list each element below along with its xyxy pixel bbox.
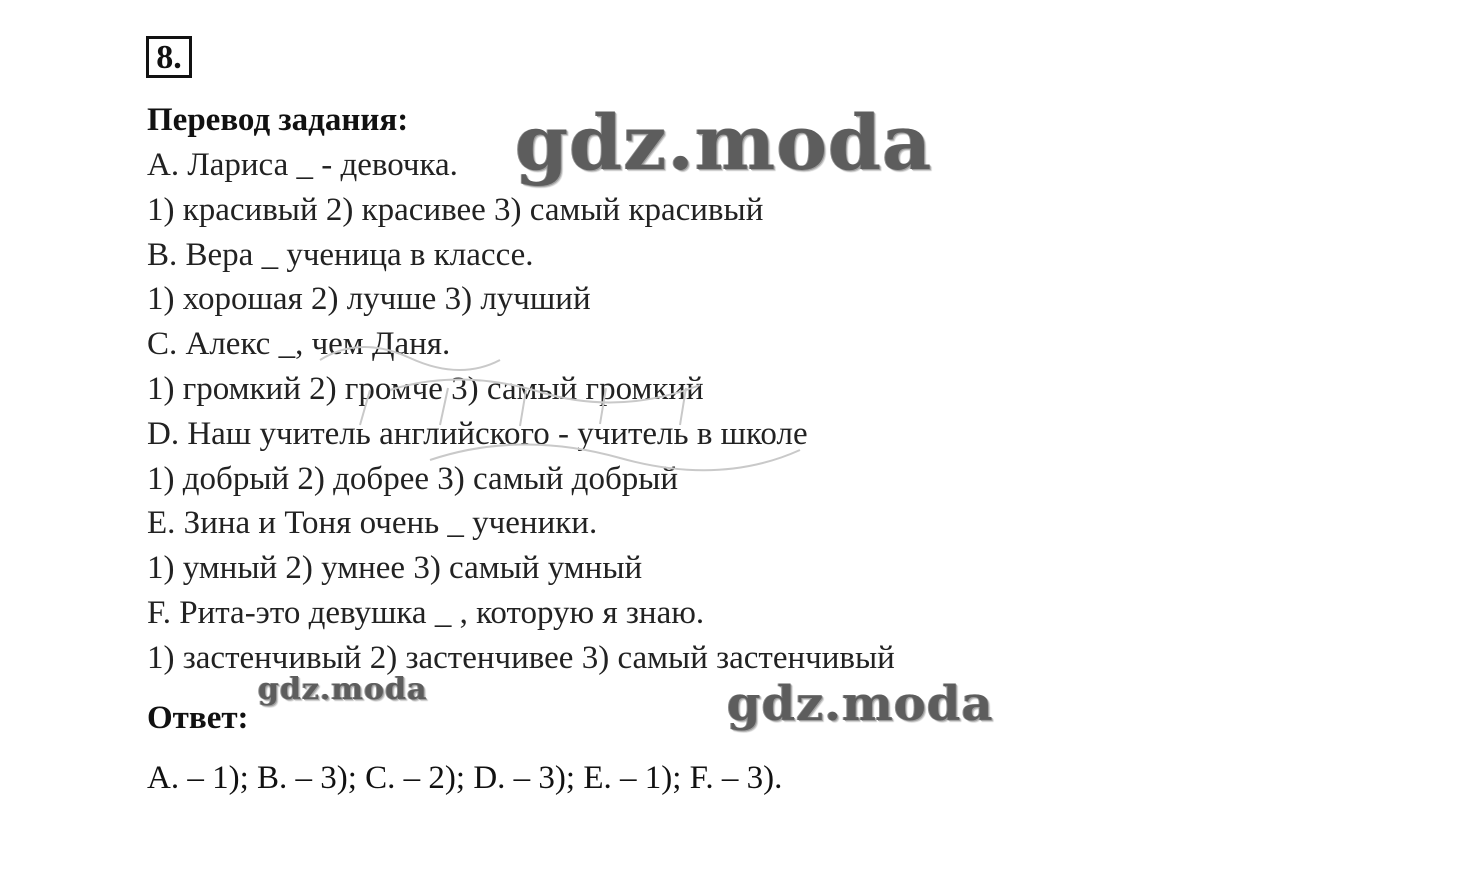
task-line-a: A. Лариса _ - девочка. — [147, 147, 458, 183]
watermark-logo-small: gdz.moda — [258, 672, 428, 707]
task-line-e: E. Зина и Тоня очень _ ученики. — [147, 505, 598, 542]
task-line-f: F. Рита-это девушка _ , которую я знаю. — [147, 594, 705, 631]
options-e: 1) умный 2) умнее 3) самый умный — [147, 550, 643, 587]
watermark-logo-medium: gdz.moda — [727, 676, 994, 732]
task-line-d: D. Наш учитель английского - учитель в школе — [147, 415, 808, 452]
task-lines — [147, 143, 895, 681]
options-c: 1) громкий 2) громче 3) самый громкий — [147, 370, 704, 407]
options-d: 1) добрый 2) добрее 3) самый добрый — [147, 460, 679, 497]
answer-text: A. – 1); B. – 3); C. – 2); D. – 3); E. – 1); F. – 3). — [147, 760, 783, 796]
translation-heading: Перевод задания: — [147, 102, 409, 138]
options-a: 1) красивый 2) красивее 3) самый красивый — [147, 191, 764, 228]
options-f: 1) застенчивый 2) застенчивее 3) самый застенчивый — [147, 639, 895, 676]
task-number: 8. — [146, 36, 192, 78]
task-line-b: B. Вера _ ученица в классе. — [147, 236, 534, 273]
options-b: 1) хорошая 2) лучше 3) лучший — [147, 281, 591, 318]
answer-heading: Ответ: — [147, 700, 249, 736]
watermark-logo-large: gdz.moda — [515, 98, 933, 187]
task-line-c: C. Алекс _, чем Даня. — [147, 326, 451, 363]
